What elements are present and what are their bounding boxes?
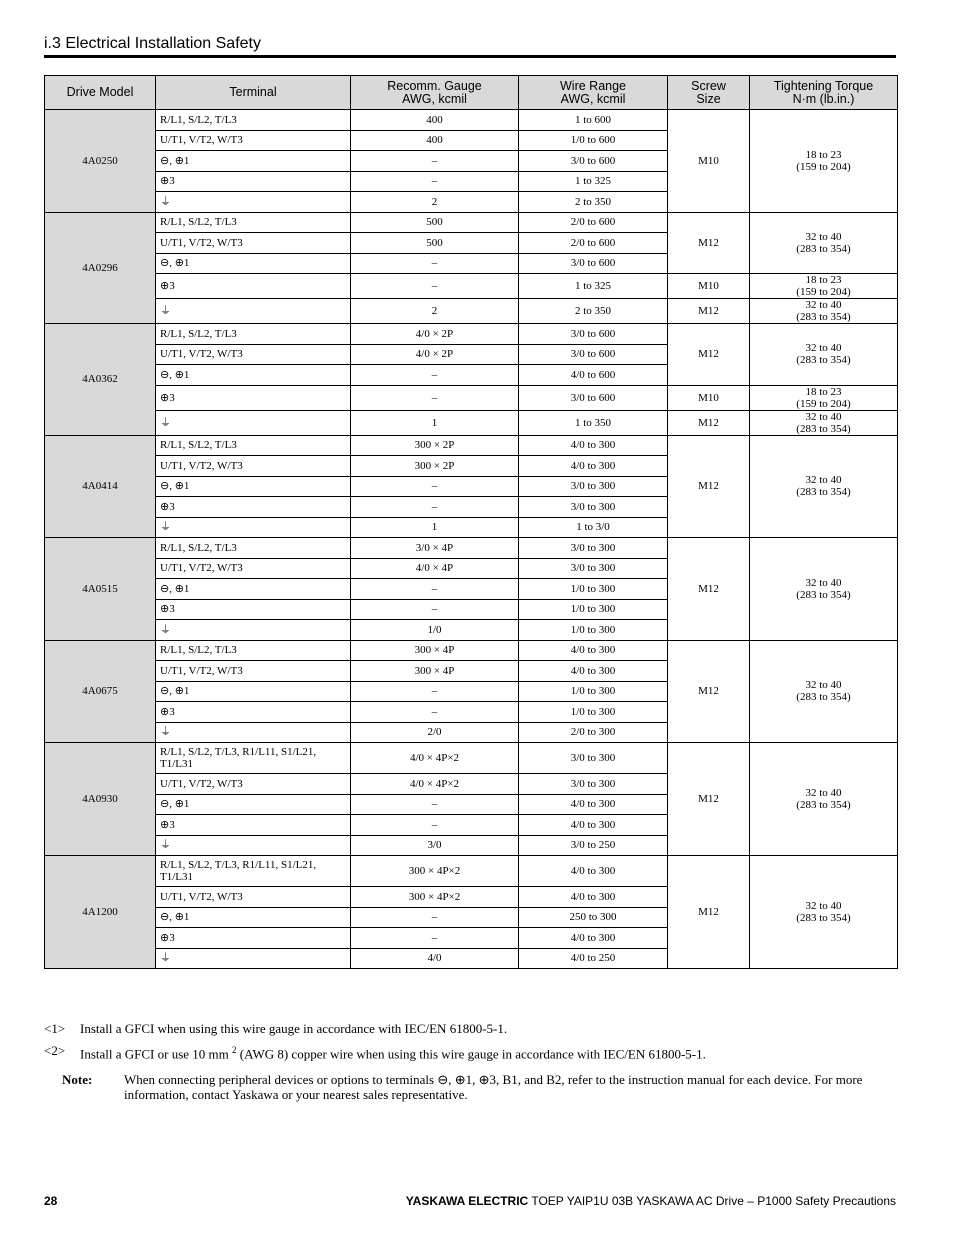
drive-model-cell: 4A0515 — [45, 538, 156, 641]
terminal-cell: R/L1, S/L2, T/L3, R1/L11, S1/L21, T1/L31 — [156, 856, 351, 887]
tightening-torque-cell: 32 to 40 (283 to 354) — [750, 299, 898, 324]
terminal-cell: U/T1, V/T2, W/T3 — [156, 661, 351, 682]
recomm-gauge-cell: – — [351, 497, 519, 518]
table-row — [45, 274, 898, 299]
wire-range-cell: 1/0 to 300 — [519, 620, 668, 641]
terminal-cell: U/T1, V/T2, W/T3 — [156, 130, 351, 151]
screw-size-cell: M12 — [668, 410, 750, 435]
table-body — [45, 110, 898, 969]
table-row — [45, 410, 898, 435]
recomm-gauge-cell: – — [351, 702, 519, 723]
screw-size-cell: M12 — [668, 856, 750, 969]
terminal-cell: ⊕3 — [156, 599, 351, 620]
header-tightening-torque: Tightening Torque N·m (lb.in.) — [750, 76, 898, 110]
recomm-gauge-cell: – — [351, 365, 519, 386]
recomm-gauge-cell: – — [351, 151, 519, 172]
footnote-1 — [44, 1021, 896, 1036]
tightening-torque-cell: 32 to 40 (283 to 354) — [750, 212, 898, 274]
terminal-cell: ⏚ — [156, 620, 351, 641]
terminal-cell: U/T1, V/T2, W/T3 — [156, 558, 351, 579]
drive-model-cell: 4A1200 — [45, 856, 156, 969]
page-number: 28 — [44, 1194, 58, 1208]
wire-range-cell: 4/0 to 300 — [519, 661, 668, 682]
drive-model-cell: 4A0296 — [45, 212, 156, 324]
recomm-gauge-cell: 4/0 × 4P — [351, 558, 519, 579]
terminal-cell: ⊖, ⊕1 — [156, 253, 351, 274]
table-row — [45, 640, 898, 661]
recomm-gauge-cell: 300 × 4P — [351, 661, 519, 682]
wire-range-cell: 4/0 to 300 — [519, 435, 668, 456]
wire-range-cell: 3/0 to 300 — [519, 538, 668, 559]
drive-model-cell: 4A0414 — [45, 435, 156, 538]
terminal-cell: ⏚ — [156, 299, 351, 324]
terminal-cell: U/T1, V/T2, W/T3 — [156, 887, 351, 908]
header-wire-range: Wire Range AWG, kcmil — [519, 76, 668, 110]
terminal-cell: R/L1, S/L2, T/L3 — [156, 324, 351, 345]
recomm-gauge-cell: – — [351, 171, 519, 192]
terminal-cell: U/T1, V/T2, W/T3 — [156, 233, 351, 254]
tightening-torque-cell: 32 to 40 (283 to 354) — [750, 538, 898, 641]
screw-size-cell: M12 — [668, 212, 750, 274]
recomm-gauge-cell: 500 — [351, 212, 519, 233]
tightening-torque-cell: 32 to 40 (283 to 354) — [750, 640, 898, 743]
recomm-gauge-cell: 1/0 — [351, 620, 519, 641]
wire-range-cell: 1 to 325 — [519, 171, 668, 192]
wire-range-cell: 1/0 to 600 — [519, 130, 668, 151]
recomm-gauge-cell: – — [351, 815, 519, 836]
wire-range-cell: 3/0 to 300 — [519, 558, 668, 579]
wire-range-cell: 4/0 to 300 — [519, 856, 668, 887]
wire-range-cell: 4/0 to 300 — [519, 815, 668, 836]
terminal-cell: U/T1, V/T2, W/T3 — [156, 774, 351, 795]
recomm-gauge-cell: – — [351, 599, 519, 620]
terminal-cell: ⊕3 — [156, 171, 351, 192]
wire-gauge-table — [44, 75, 898, 969]
terminal-cell: R/L1, S/L2, T/L3 — [156, 538, 351, 559]
wire-range-cell: 4/0 to 600 — [519, 365, 668, 386]
header-recomm-gauge: Recomm. Gauge AWG, kcmil — [351, 76, 519, 110]
wire-range-cell: 3/0 to 250 — [519, 835, 668, 856]
footnote-label: <1> — [44, 1021, 66, 1036]
wire-range-cell: 3/0 to 300 — [519, 774, 668, 795]
tightening-torque-cell: 32 to 40 (283 to 354) — [750, 324, 898, 386]
wire-range-cell: 3/0 to 600 — [519, 385, 668, 410]
recomm-gauge-cell: 500 — [351, 233, 519, 254]
terminal-cell: ⊕3 — [156, 385, 351, 410]
wire-range-cell: 1 to 325 — [519, 274, 668, 299]
terminal-cell: ⏚ — [156, 722, 351, 743]
wire-range-cell: 2 to 350 — [519, 299, 668, 324]
note — [44, 1072, 896, 1102]
terminal-cell: R/L1, S/L2, T/L3 — [156, 435, 351, 456]
table-row — [45, 538, 898, 559]
screw-size-cell: M12 — [668, 324, 750, 386]
terminal-cell: ⊖, ⊕1 — [156, 579, 351, 600]
table-row — [45, 212, 898, 233]
terminal-cell: R/L1, S/L2, T/L3, R1/L11, S1/L21, T1/L31 — [156, 743, 351, 774]
terminal-cell: ⊕3 — [156, 815, 351, 836]
wire-range-cell: 1/0 to 300 — [519, 702, 668, 723]
recomm-gauge-cell: 300 × 4P×2 — [351, 887, 519, 908]
wire-range-cell: 3/0 to 600 — [519, 151, 668, 172]
recomm-gauge-cell: 3/0 × 4P — [351, 538, 519, 559]
recomm-gauge-cell: 300 × 2P — [351, 435, 519, 456]
terminal-cell: ⊕3 — [156, 928, 351, 949]
wire-range-cell: 3/0 to 600 — [519, 324, 668, 345]
terminal-cell: ⊖, ⊕1 — [156, 476, 351, 497]
terminal-cell: ⏚ — [156, 192, 351, 213]
wire-range-cell: 2/0 to 300 — [519, 722, 668, 743]
terminal-cell: R/L1, S/L2, T/L3 — [156, 110, 351, 131]
wire-range-cell: 1 to 600 — [519, 110, 668, 131]
recomm-gauge-cell: 300 × 4P×2 — [351, 856, 519, 887]
recomm-gauge-cell: – — [351, 681, 519, 702]
recomm-gauge-cell: 4/0 × 2P — [351, 324, 519, 345]
screw-size-cell: M10 — [668, 110, 750, 213]
drive-model-cell: 4A0675 — [45, 640, 156, 743]
wire-range-cell: 1/0 to 300 — [519, 681, 668, 702]
note-label: Note: — [62, 1072, 93, 1088]
terminal-cell: ⊕3 — [156, 497, 351, 518]
screw-size-cell: M10 — [668, 385, 750, 410]
recomm-gauge-cell: 2 — [351, 299, 519, 324]
table-header — [45, 76, 898, 110]
recomm-gauge-cell: 4/0 × 4P×2 — [351, 774, 519, 795]
terminal-cell: ⏚ — [156, 517, 351, 538]
recomm-gauge-cell: – — [351, 794, 519, 815]
tightening-torque-cell: 18 to 23 (159 to 204) — [750, 110, 898, 213]
tightening-torque-cell: 18 to 23 (159 to 204) — [750, 385, 898, 410]
wire-range-cell: 4/0 to 300 — [519, 640, 668, 661]
terminal-cell: ⊕3 — [156, 274, 351, 299]
terminal-cell: ⊖, ⊕1 — [156, 681, 351, 702]
table-row — [45, 435, 898, 456]
terminal-cell: ⏚ — [156, 948, 351, 969]
wire-range-cell: 4/0 to 250 — [519, 948, 668, 969]
recomm-gauge-cell: 400 — [351, 110, 519, 131]
note-text: When connecting peripheral devices or options to terminals ⊖, ⊕1, ⊕3, B1, and B2, refer to the instruction manual for each device. For more information, contact Yaskawa or your nearest sales representative. — [124, 1072, 863, 1103]
wire-range-cell: 3/0 to 600 — [519, 253, 668, 274]
terminal-cell: ⊖, ⊕1 — [156, 365, 351, 386]
recomm-gauge-cell: – — [351, 253, 519, 274]
terminal-cell: ⊖, ⊕1 — [156, 794, 351, 815]
terminal-cell: ⏚ — [156, 835, 351, 856]
table-row — [45, 856, 898, 887]
recomm-gauge-cell: – — [351, 476, 519, 497]
recomm-gauge-cell: 1 — [351, 517, 519, 538]
wire-range-cell: 2 to 350 — [519, 192, 668, 213]
screw-size-cell: M12 — [668, 743, 750, 856]
wire-range-cell: 4/0 to 300 — [519, 928, 668, 949]
drive-model-cell: 4A0362 — [45, 324, 156, 436]
footnote-2 — [44, 1043, 896, 1061]
footnote-text: Install a GFCI when using this wire gauge in accordance with IEC/EN 61800-5-1. — [80, 1021, 508, 1036]
recomm-gauge-cell: 1 — [351, 410, 519, 435]
recomm-gauge-cell: 300 × 2P — [351, 456, 519, 477]
terminal-cell: R/L1, S/L2, T/L3 — [156, 640, 351, 661]
recomm-gauge-cell: 2 — [351, 192, 519, 213]
drive-model-cell: 4A0250 — [45, 110, 156, 213]
screw-size-cell: M12 — [668, 299, 750, 324]
recomm-gauge-cell: 2/0 — [351, 722, 519, 743]
screw-size-cell: M12 — [668, 435, 750, 538]
page-footer — [44, 1194, 896, 1208]
wire-range-cell: 250 to 300 — [519, 907, 668, 928]
recomm-gauge-cell: – — [351, 274, 519, 299]
recomm-gauge-cell: 4/0 × 4P×2 — [351, 743, 519, 774]
tightening-torque-cell: 32 to 40 (283 to 354) — [750, 743, 898, 856]
tightening-torque-cell: 18 to 23 (159 to 204) — [750, 274, 898, 299]
wire-range-cell: 4/0 to 300 — [519, 887, 668, 908]
recomm-gauge-cell: 400 — [351, 130, 519, 151]
header-drive-model: Drive Model — [45, 76, 156, 110]
wire-range-cell: 3/0 to 600 — [519, 344, 668, 365]
recomm-gauge-cell: 3/0 — [351, 835, 519, 856]
table-row — [45, 110, 898, 131]
drive-model-cell: 4A0930 — [45, 743, 156, 856]
table-row — [45, 743, 898, 774]
tightening-torque-cell: 32 to 40 (283 to 354) — [750, 856, 898, 969]
terminal-cell: U/T1, V/T2, W/T3 — [156, 456, 351, 477]
terminal-cell: ⊕3 — [156, 702, 351, 723]
recomm-gauge-cell: – — [351, 579, 519, 600]
section-title: i.3 Electrical Installation Safety — [44, 35, 896, 58]
table-row — [45, 324, 898, 345]
wire-range-cell: 1/0 to 300 — [519, 599, 668, 620]
header-terminal: Terminal — [156, 76, 351, 110]
terminal-cell: ⏚ — [156, 410, 351, 435]
footnotes — [44, 1021, 896, 1102]
wire-range-cell: 3/0 to 300 — [519, 476, 668, 497]
wire-range-cell: 2/0 to 600 — [519, 233, 668, 254]
wire-range-cell: 2/0 to 600 — [519, 212, 668, 233]
screw-size-cell: M10 — [668, 274, 750, 299]
recomm-gauge-cell: – — [351, 928, 519, 949]
wire-range-cell: 1 to 3/0 — [519, 517, 668, 538]
wire-range-cell: 3/0 to 300 — [519, 743, 668, 774]
terminal-cell: ⊖, ⊕1 — [156, 907, 351, 928]
terminal-cell: R/L1, S/L2, T/L3 — [156, 212, 351, 233]
tightening-torque-cell: 32 to 40 (283 to 354) — [750, 410, 898, 435]
terminal-cell: U/T1, V/T2, W/T3 — [156, 344, 351, 365]
header-screw-size: Screw Size — [668, 76, 750, 110]
recomm-gauge-cell: 4/0 — [351, 948, 519, 969]
screw-size-cell: M12 — [668, 538, 750, 641]
screw-size-cell: M12 — [668, 640, 750, 743]
wire-range-cell: 1/0 to 300 — [519, 579, 668, 600]
table-row — [45, 299, 898, 324]
wire-range-cell: 3/0 to 300 — [519, 497, 668, 518]
terminal-cell: ⊖, ⊕1 — [156, 151, 351, 172]
table-row — [45, 385, 898, 410]
recomm-gauge-cell: 4/0 × 2P — [351, 344, 519, 365]
wire-range-cell: 4/0 to 300 — [519, 456, 668, 477]
wire-range-cell: 4/0 to 300 — [519, 794, 668, 815]
footnote-text: Install a GFCI or use 10 mm $^2$ (AWG 8) copper wire when using this wire gauge in accordance with IEC/EN 61800-5-1. — [80, 1045, 706, 1062]
footnote-label: <2> — [44, 1043, 66, 1058]
recomm-gauge-cell: – — [351, 385, 519, 410]
footer-doc-title: YASKAWA ELECTRIC TOEP YAIP1U 03B YASKAWA AC Drive – P1000 Safety Precautions — [405, 1194, 896, 1208]
recomm-gauge-cell: – — [351, 907, 519, 928]
wire-range-cell: 1 to 350 — [519, 410, 668, 435]
tightening-torque-cell: 32 to 40 (283 to 354) — [750, 435, 898, 538]
recomm-gauge-cell: 300 × 4P — [351, 640, 519, 661]
